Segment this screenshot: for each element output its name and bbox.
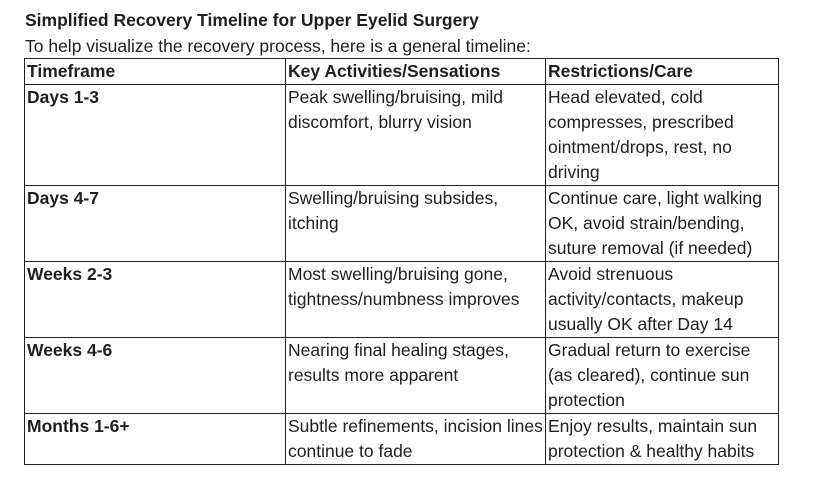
activities-cell: Swelling/bruising subsides, itching [286,186,546,262]
care-cell: Enjoy results, maintain sun protection & healthy habits [546,414,779,465]
timeframe-cell: Days 1-3 [25,85,286,186]
activities-cell: Subtle refinements, incision lines continue to fade [286,414,546,465]
timeframe-cell: Days 4-7 [25,186,286,262]
table-header-row [25,59,779,85]
header-restrictions-care: Restrictions/Care [546,59,779,85]
timeframe-cell: Months 1-6+ [25,414,286,465]
table-row [25,186,779,262]
care-cell: Head elevated, cold compresses, prescribed ointment/drops, rest, no driving [546,85,779,186]
timeframe-cell: Weeks 2-3 [25,262,286,338]
activities-cell: Most swelling/bruising gone, tightness/numbness improves [286,262,546,338]
care-cell: Gradual return to exercise (as cleared), continue sun protection [546,338,779,414]
table-row [25,262,779,338]
header-key-activities: Key Activities/Sensations [286,59,546,85]
document-intro: To help visualize the recovery process, here is a general timeline: [25,36,531,56]
header-timeframe: Timeframe [25,59,286,85]
care-cell: Avoid strenuous activity/contacts, makeup usually OK after Day 14 [546,262,779,338]
recovery-timeline-table [24,58,779,465]
activities-cell: Peak swelling/bruising, mild discomfort, blurry vision [286,85,546,186]
table-row [25,338,779,414]
document-title: Simplified Recovery Timeline for Upper Eyelid Surgery [25,10,479,30]
care-cell: Continue care, light walking OK, avoid strain/bending, suture removal (if needed) [546,186,779,262]
activities-cell: Nearing final healing stages, results more apparent [286,338,546,414]
table-row [25,85,779,186]
timeframe-cell: Weeks 4-6 [25,338,286,414]
table-row [25,414,779,465]
